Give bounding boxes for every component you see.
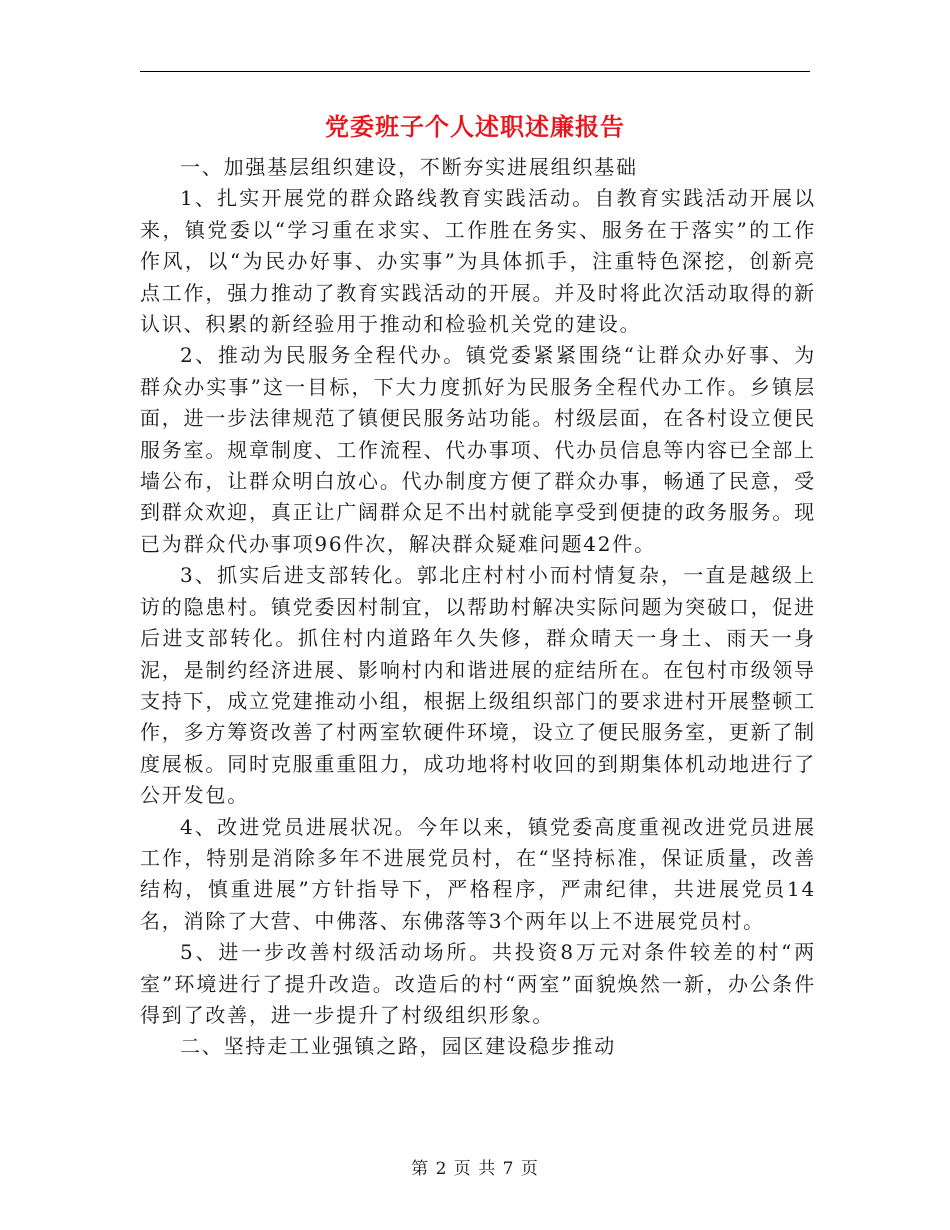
paragraph-5: 5、进一步改善村级活动场所。共投资8万元对条件较差的村“两室”环境进行了提升改造。改造后的村“两室”面貌焕然一新，办公条件得到了改善，进一步提升了村级组织形象。 <box>140 940 816 1027</box>
paragraph-2: 2、推动为民服务全程代办。镇党委紧紧围绕“让群众办好事、为群众办实事”这一目标，下大力度抓好为民服务全程代办工作。乡镇层面，进一步法律规范了镇便民服务站功能。村级层面，在各村设立便民服务室。规章制度、工作流程、代办事项、代办员信息等内容已全部上墙公布，让群众明白放心。代办制度方便了群众办事，畅通了民意，受到群众欢迎，真正让广阔群众足不出村就能享受到便捷的政务服务。现已为群众代办事项96件次，解决群众疑难问题42件。 <box>140 343 816 556</box>
paragraph-4: 4、改进党员进展状况。今年以来，镇党委高度重视改进党员进展工作，特别是消除多年不进展党员村，在“坚持标准，保证质量，改善结构，慎重进展”方针指导下，严格程序，严肃纪律，共进展党员14名，消除了大营、中佛落、东佛落等3个两年以上不进展党员村。 <box>140 814 816 933</box>
page-number: 第 2 页 共 7 页 <box>411 1159 539 1179</box>
document-title: 党委班子个人述职述廉报告 <box>325 112 625 141</box>
paragraph-1: 1、扎实开展党的群众路线教育实践活动。自教育实践活动开展以来，镇党委以“学习重在求实、工作胜在务实、服务在于落实”的工作作风，以“为民办好事、办实事”为具体抓手，注重特色深挖，创新亮点工作，强力推动了教育实践活动的开展。并及时将此次活动取得的新认识、积累的新经验用于推动和检验机关党的建设。 <box>140 186 816 337</box>
paragraph-3: 3、抓实后进支部转化。郭北庄村村小而村情复杂，一直是越级上访的隐患村。镇党委因村制宜，以帮助村解决实际问题为突破口，促进后进支部转化。抓住村内道路年久失修，群众晴天一身土、雨天一身泥，是制约经济进展、影响村内和谐进展的症结所在。在包村市级领导支持下，成立党建推动小组，根据上级组织部门的要求进村开展整顿工作，多方筹资改善了村两室软硬件环境，设立了便民服务室，更新了制度展板。同时克服重重阻力，成功地将村收回的到期集体机动地进行了公开发包。 <box>140 563 816 808</box>
section-heading-2: 二、坚持走工业强镇之路，园区建设稳步推动 <box>180 1034 616 1059</box>
header-rule <box>140 71 810 72</box>
document-body <box>140 152 816 1063</box>
section-heading-1: 一、加强基层组织建设，不断夯实进展组织基础 <box>180 155 638 179</box>
